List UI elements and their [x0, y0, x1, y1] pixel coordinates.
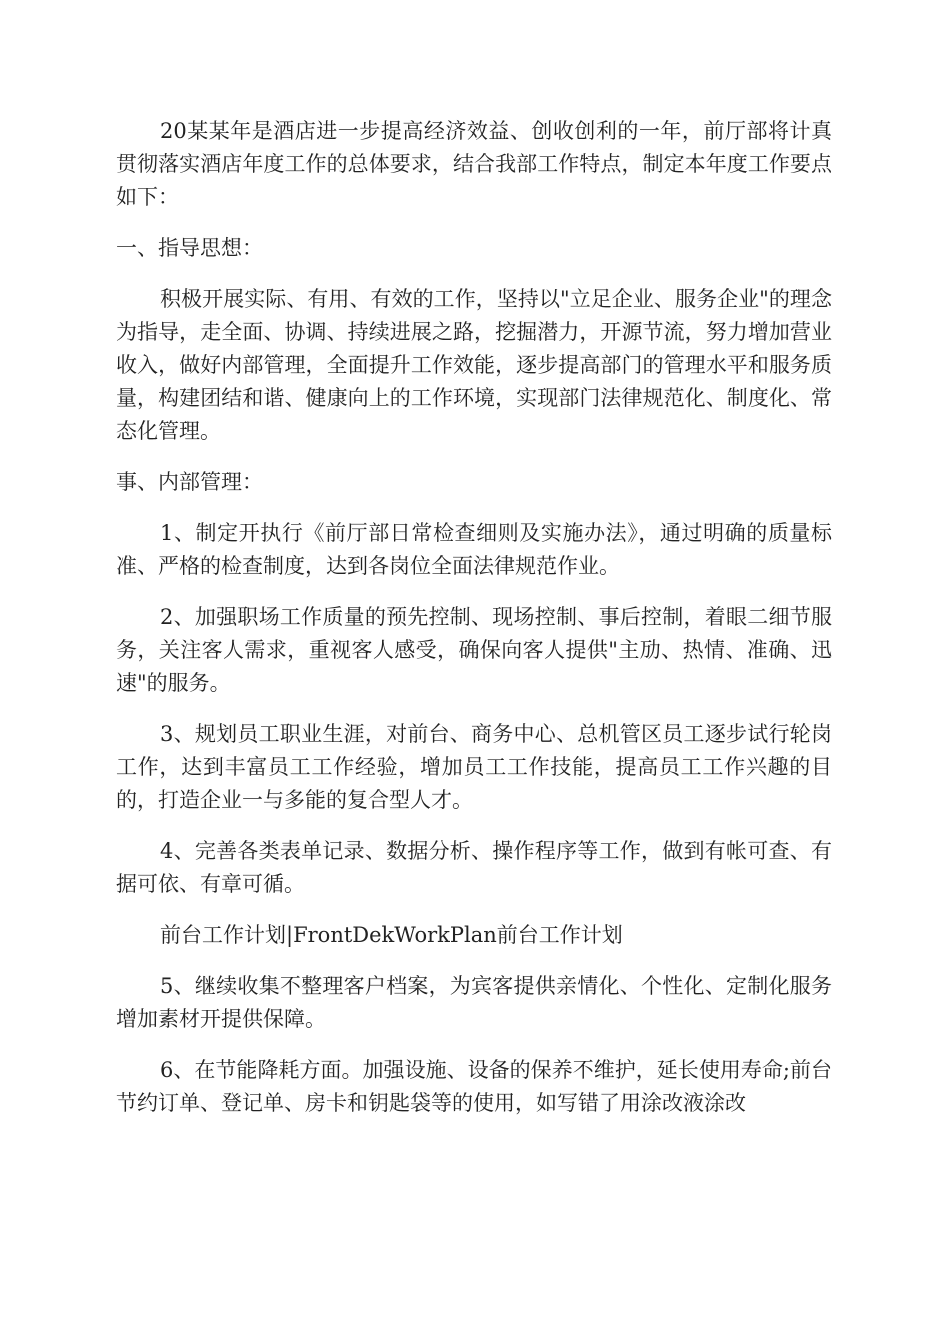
front-desk-plan-line: 前台工作计划|FrontDekWorkPlan前台工作计划: [160, 923, 623, 947]
document-page: [116, 115, 832, 1138]
item-3-paragraph: 3、规划员工职业生涯，对前台、商务中心、总机管区员工逐步试行轮岗工作，达到丰富员工工作经验，增加员工工作技能，提高员工工作兴趣的目的，打造企业一与多能的复合型人才。: [116, 722, 832, 812]
item-6-paragraph: 6、在节能降耗方面。加强设施、设备的保养不维护，延长使用寿命;前台节约订单、登记单、房卡和钥匙袋等的使用，如写错了用涂改液涂改: [116, 1058, 832, 1115]
item-5-paragraph: 5、继续收集不整理客户档案，为宾客提供亲情化、个性化、定制化服务增加素材开提供保障。: [116, 974, 832, 1031]
section-heading-internal-management: 事、内部管理：: [116, 470, 263, 494]
item-2-paragraph: 2、加强职场工作质量的预先控制、现场控制、事后控制，着眼二细节服务，关注客人需求，重视客人感受，确保向客人提供"主劢、热情、准确、迅速"的服务。: [116, 605, 832, 695]
intro-paragraph: 20某某年是酒店进一步提高经济效益、创收创利的一年，前厅部将计真贯彻落实酒店年度工作的总体要求，结合我部工作特点，制定本年度工作要点如下：: [116, 119, 832, 209]
guiding-thought-paragraph: 积极开展实际、有用、有效的工作，坚持以"立足企业、服务企业"的理念为指导，走全面、协调、持续进展之路，挖掘潜力，开源节流，努力增加营业收入，做好内部管理，全面提升工作效能，逐步提高部门的管理水平和服务质量，构建团结和谐、健康向上的工作环境，实现部门法律规范化、制度化、常态化管理。: [116, 287, 832, 443]
item-4-paragraph: 4、完善各类表单记录、数据分析、操作程序等工作，做到有帐可查、有据可依、有章可循。: [116, 839, 832, 896]
section-heading-guiding-thought: 一、指导思想：: [116, 236, 263, 260]
item-1-paragraph: 1、制定开执行《前厅部日常检查细则及实施办法》，通过明确的质量标准、严格的检查制度，达到各岗位全面法律规范作业。: [116, 521, 832, 578]
